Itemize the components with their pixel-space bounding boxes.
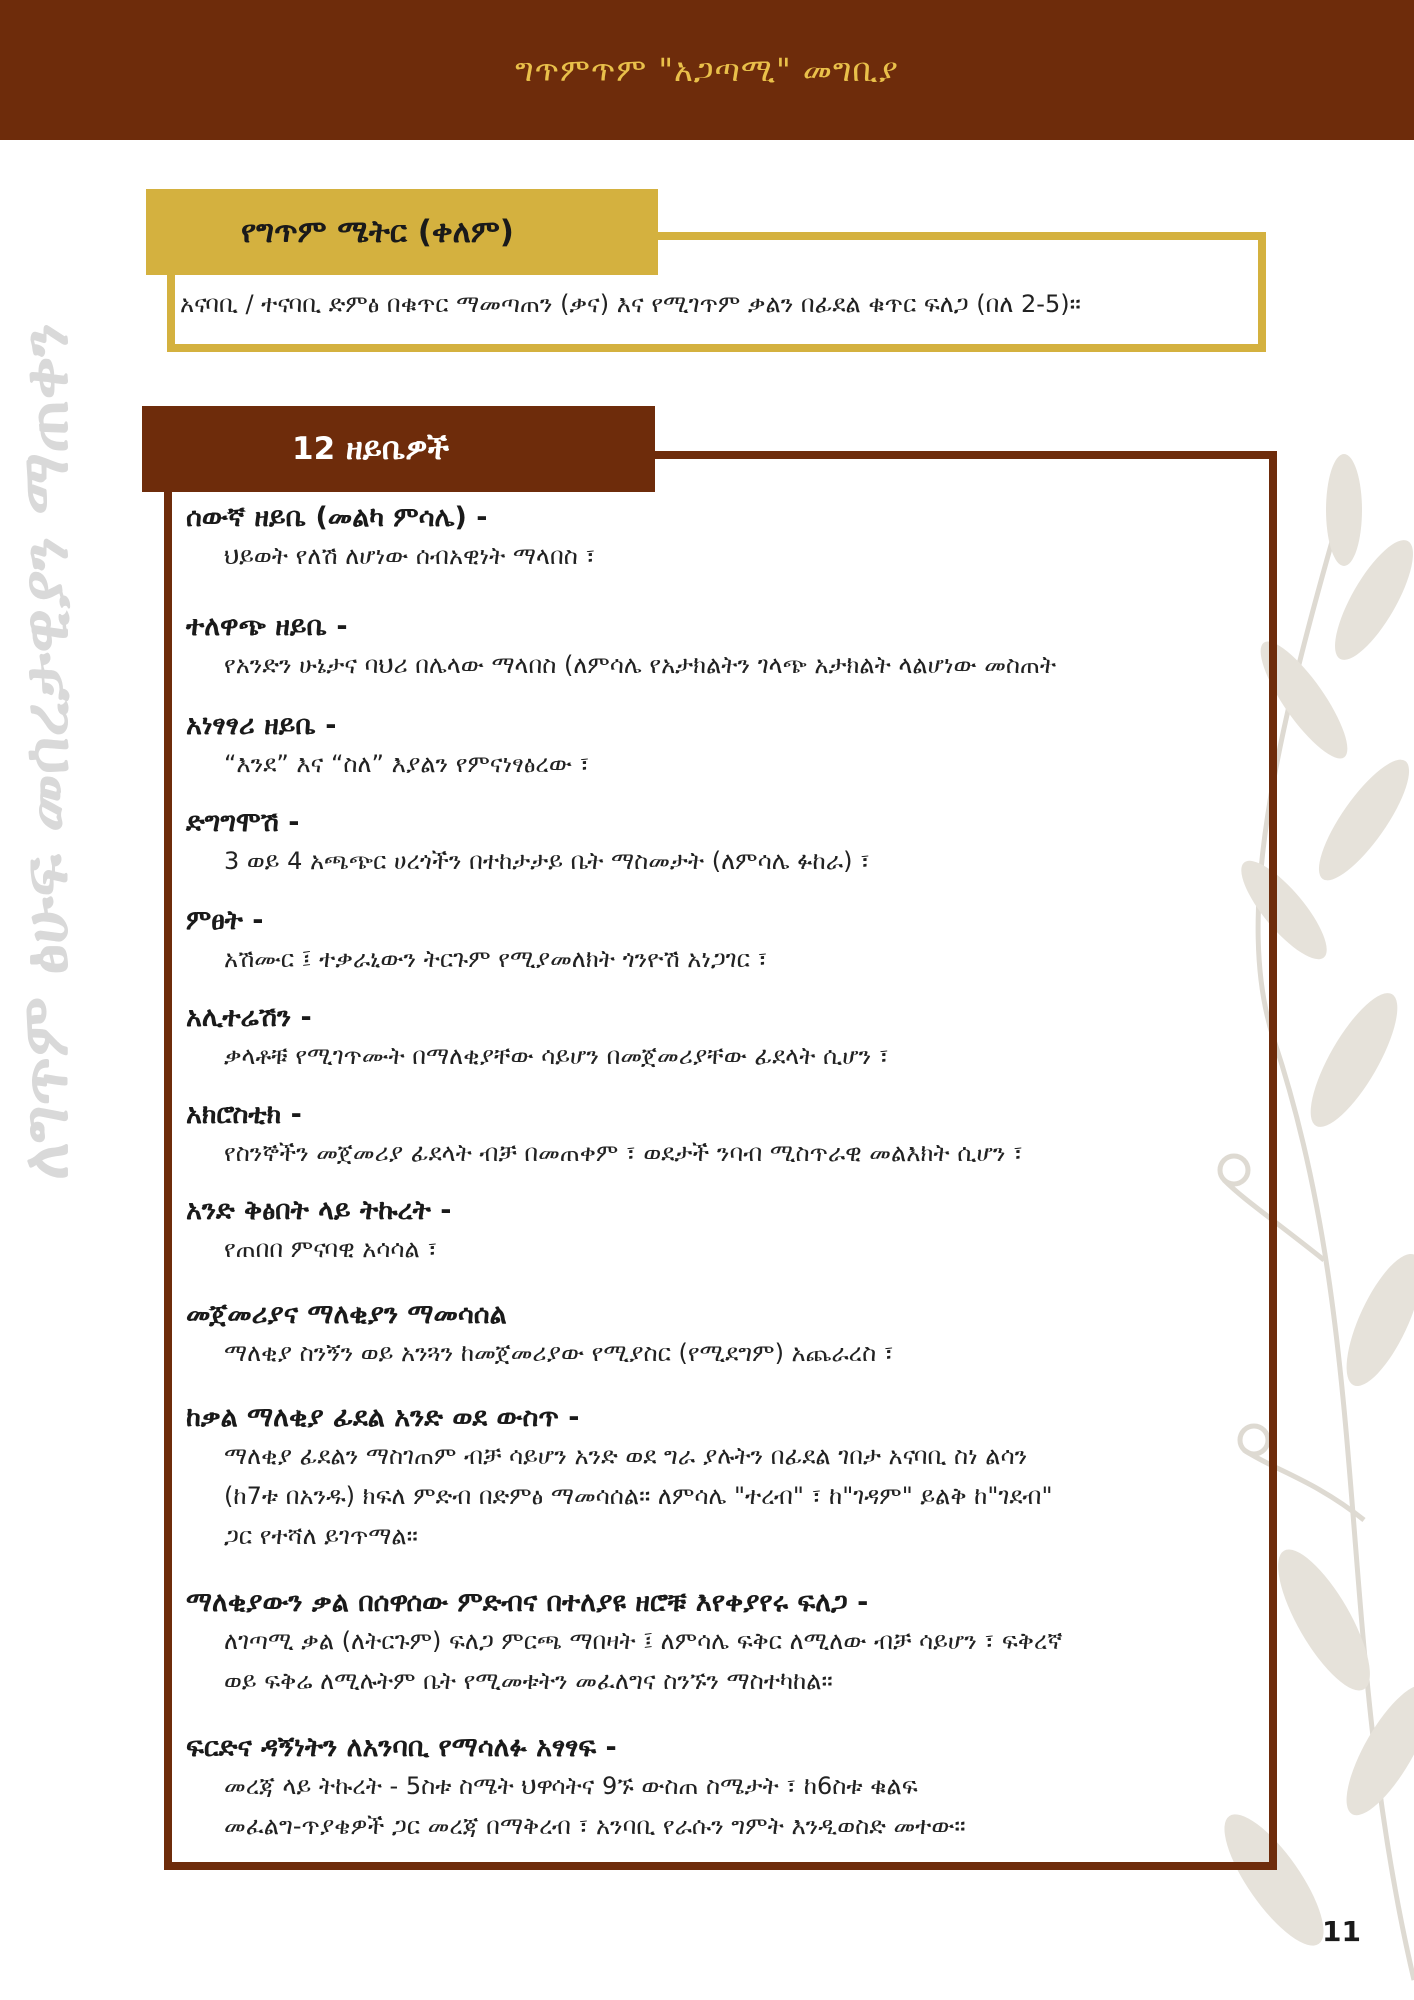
list-item bbox=[186, 1000, 1276, 1076]
list-item bbox=[186, 1097, 1276, 1173]
item-line: “እንደ” እና “ስለ” እያልን የምናነፃፅረው ፣ bbox=[224, 750, 590, 778]
definition-text: አናባቢ / ተናባቢ ድምፅ በቁጥር ማመጣጠን (ቃና) እና የሚገጥም ቃልን በፊደል ቁጥር ፍለጋ (በለ 2-5)። bbox=[180, 290, 1081, 318]
header-band bbox=[0, 0, 1414, 140]
item-heading: ድግግሞሽ - bbox=[186, 807, 300, 838]
item-heading: መጀመሪያና ማለቂያን ማመሳሰል bbox=[186, 1299, 507, 1330]
item-line: ህይወት የለሽ ለሆነው ሰብአዊነት ማላበስ ፣ bbox=[224, 542, 596, 570]
list-item bbox=[186, 1297, 1276, 1373]
list-item bbox=[186, 1730, 1276, 1846]
header-title: ግጥምጥም "አጋጣሚ" መግቢያ bbox=[515, 50, 899, 89]
item-line: ወይ ፍቅሬ ለሚሉትም ቤት የሚመቱትን መፈለግና ስንኙን ማስተካከል። bbox=[224, 1667, 833, 1695]
item-line: ቃላቶቹ የሚገጥሙት በማለቂያቸው ሳይሆን በመጀመሪያቸው ፊደላት ሲሆን ፣ bbox=[224, 1042, 889, 1070]
definition-tab: የግጥም ሜትር (ቀለም) bbox=[146, 189, 658, 275]
list-item bbox=[186, 1585, 1276, 1701]
list-item bbox=[186, 903, 1276, 979]
list-item bbox=[186, 1400, 1276, 1556]
item-line: መረጃ ላይ ትኩረት - 5ስቱ ስሜት ህዋሳትና 9ኙ ውስጠ ስሜታት ፣ ከ6ስቱ ቁልፍ bbox=[224, 1772, 918, 1800]
item-heading: ሰውኛ ዘይቤ (መልካ ምሳሌ) - bbox=[186, 502, 488, 533]
item-line: አሽሙር ፤ ተቃራኒውን ትርጉም የሚያመለክት ጎንዮሽ አነጋገር ፣ bbox=[224, 945, 768, 973]
item-line: የስንኞችን መጀመሪያ ፊደላት ብቻ በመጠቀም ፣ ወደታች ንባብ ሚስጥራዊ መልእክት ሲሆን ፣ bbox=[224, 1139, 1023, 1167]
item-heading: አነፃፃሪ ዘይቤ - bbox=[186, 710, 337, 741]
item-heading: አንድ ቅፅበት ላይ ትኩረት - bbox=[186, 1195, 452, 1226]
side-label: ለግጥም ፅሁፍ መሰረታዊያን ማጠቀን bbox=[9, 323, 83, 1180]
item-line: መፈልግ-ጥያቄዎች ጋር መረጃ በማቅረብ ፣ አንባቢ የራሱን ግምት እንዲወስድ መተው። bbox=[224, 1812, 966, 1840]
item-heading: ማለቂያውን ቃል በሰዋሰው ምድብና በተለያዩ ዘሮቹ እየቀያየሩ ፍለጋ - bbox=[186, 1587, 869, 1618]
list-item bbox=[186, 805, 1276, 881]
page-number: 11 bbox=[1322, 1915, 1361, 1948]
item-line: (ከ7ቱ በአንዱ) ክፍለ ምድብ በድምፅ ማመሳሰል። ለምሳሌ "ተረብ" ፣ ከ"ገዳም" ይልቅ ከ"ገደብ" bbox=[224, 1482, 1053, 1510]
item-line: ማለቂያ ፊደልን ማስገጠም ብቻ ሳይሆን አንድ ወደ ግራ ያሉትን በፊደል ገበታ አናባቢ ስነ ልሳን bbox=[224, 1442, 1028, 1470]
item-heading: ተለዋጭ ዘይቤ - bbox=[186, 611, 348, 642]
item-line: ማለቂያ ስንኝን ወይ አንጓን ከመጀመሪያው የሚያስር (የሚደግም) አጨራረስ ፣ bbox=[224, 1339, 894, 1367]
item-heading: ምፀት - bbox=[186, 905, 264, 936]
list-item bbox=[186, 708, 1276, 784]
item-heading: አክሮስቲክ - bbox=[186, 1099, 302, 1130]
item-heading: ከቃል ማለቂያ ፊደል አንድ ወደ ውስጥ - bbox=[186, 1402, 580, 1433]
item-line: የአንድን ሁኔታና ባህሪ በሌላው ማላበስ (ለምሳሌ የአታክልትን ገላጭ አታክልት ላልሆነው መስጠት bbox=[224, 651, 1057, 679]
list-item bbox=[186, 500, 1276, 576]
list-item bbox=[186, 1193, 1276, 1269]
item-heading: አሊተሬሽን - bbox=[186, 1002, 312, 1033]
list-tab: 12 ዘይቤዎች bbox=[142, 406, 655, 492]
item-line: ጋር የተሻለ ይገጥማል። bbox=[224, 1522, 418, 1550]
list-item bbox=[186, 609, 1276, 685]
item-line: ለገጣሚ ቃል (ለትርጉም) ፍለጋ ምርጫ ማበዛት ፤ ለምሳሌ ፍቅር ለሚለው ብቻ ሳይሆን ፣ ፍቅረኛ bbox=[224, 1627, 1063, 1655]
item-line: 3 ወይ 4 አጫጭር ሀረጎችን በተከታታይ ቤት ማስመታት (ለምሳሌ ፉከራ) ፣ bbox=[224, 847, 870, 875]
item-heading: ፍርድና ዳኝነትን ለአንባቢ የማሳለፉ አፃፃፍ - bbox=[186, 1732, 617, 1763]
item-line: የጠበበ ምናባዊ አሳሳል ፣ bbox=[224, 1235, 438, 1263]
